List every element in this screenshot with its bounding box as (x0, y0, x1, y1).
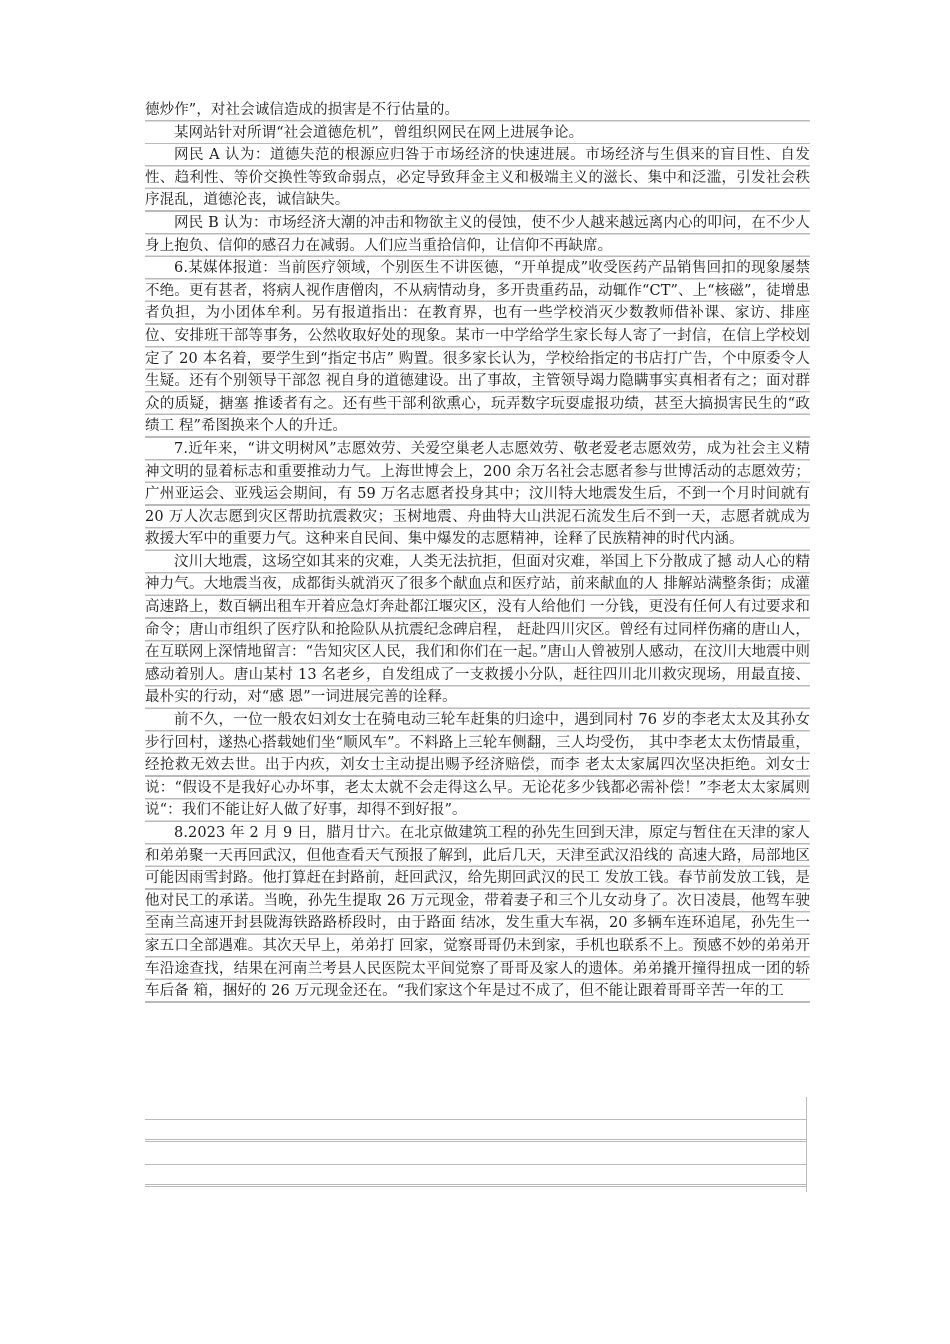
paragraph-6: 7.近年来，“讲文明树风”志愿效劳、关爱空巢老人志愿效劳、敬老爱老志愿效劳，成为社会主义精神文明的显着标志和重要推动力气。上海世博会上，200 余万名社会志愿者参与世博活动的志愿效劳；广州亚运会、亚残运会期间，有 59 万名志愿者投身其中；汶川特大地震发生后，不到一个月时间就有 20 万人次志愿到灾区帮助抗震救灾；玉树地震、舟曲特大山洪泥石流发生后不到一天，志愿者就成为救援大军中的重要力气。这种来自民间、集中爆发的志愿精神，诠释了民族精神的时代内涵。 (145, 438, 810, 551)
blank-ruled-lines (145, 1097, 807, 1187)
blank-line (145, 1097, 807, 1120)
blank-line (145, 1142, 807, 1165)
paragraph-5: 6.某媒体报道：当前医疗领域，个别医生不讲医德，“开单提成”收受医药产品销售回扣的现象屡禁不绝。更有甚者，将病人视作唐僧肉，不从病情动身，多开贵重药品，动辄作“CT”、上“核磁”，徒增患者负担，为小团体牟利。另有报道指出：在教育界，也有一些学校消灭少数教师借补课、家访、排座位、安排班干部等事务，公然收取好处的现象。某市一中学给学生家长每人寄了一封信，在信上学校划定了 20 本名着，要学生到“指定书店” 购置。很多家长认为，学校给指定的书店打广告，个中原委令人生疑。还有个别领导干部忽 视自身的道德建设。出了事故，主管领导竭力隐瞒事实真相者有之；面对群众的质疑，搪塞 推诿者有之。还有些干部利欲熏心，玩弄数字玩耍虚报功绩，甚至大搞损害民生的“政绩工 程”希图换来个人的升迁。 (145, 257, 810, 438)
paragraph-4: 网民 B 认为：市场经济大潮的冲击和物欲主义的侵蚀，使不少人越来越远离内心的叩问，在不少人身上抱负、信仰的感召力在减弱。人们应当重拾信仰，让信仰不再缺席。 (145, 212, 810, 257)
right-margin-rule (806, 1097, 807, 1192)
document-body (145, 99, 810, 1003)
paragraph-1: 德炒作”，对社会诚信造成的损害是不行估量的。 (145, 99, 810, 122)
paragraph-7: 汶川大地震，这场空如其来的灾难，人类无法抗拒，但面对灾难，举国上下分散成了撼 动人心的精神力气。大地震当夜，成都街头就消灭了很多个献血点和医疗站，前来献血的人 排解站满整条街；成灌高速路上，数百辆出租车开着应急灯奔赴都江堰灾区，没有人给他们 一分钱，更没有任何人有过要求和命令；唐山市组织了医疗队和抢险队从抗震纪念碑启程， 赶赴四川灾区。曾经有过同样伤痛的唐山人，在互联网上深情地留言：“告知灾区人民，我们和你们在一起。”唐山人曾被别人感动，在汶川大地震中则感动着别人。唐山某村 13 名老乡，自发组成了一支救援小分队，赶往四川北川救灾现场，用最直接、最朴实的行动，对“感 恩”一词进展完善的诠释。 (145, 551, 810, 709)
paragraph-8: 前不久，一位一般农妇刘女士在骑电动三轮车赶集的归途中，遇到同村 76 岁的李老太太及其孙女步行回村，遂热心搭载她们坐“顺风车”。不料路上三轮车侧翻，三人均受伤， 其中李老太太伤情最重，经抢救无效去世。出于内疚，刘女士主动提出赐予经济赔偿，而李 老太太家属四次坚决拒绝。刘女士说：“假设不是我好心办坏事，老太太就不会走得这么早。无论花多少钱都必需补偿！”李老太太家属则说“：我们不能让好人做了好事，却得不到好报”。 (145, 709, 810, 822)
blank-line (145, 1165, 807, 1188)
paragraph-3: 网民 A 认为：道德失范的根源应归咎于市场经济的快速进展。市场经济与生俱来的盲目性、自发性、趋利性、等价交换性等致命弱点，必定导致拜金主义和极端主义的滋长、集中和泛滥，引发社会秩序混乱，道德沦丧，诚信缺失。 (145, 144, 810, 212)
blank-line (145, 1120, 807, 1143)
paragraph-9: 8.2023 年 2 月 9 日，腊月廿六。在北京做建筑工程的孙先生回到天津，原定与暂住在天津的家人和弟弟聚一天再回武汉，但他查看天气预报了解到，此后几天，天津至武汉沿线的 高速大路，局部地区可能因雨雪封路。他打算赶在封路前，赶回武汉，给先期回武汉的民工 发放工钱。春节前发放工钱，是他对民工的承诺。当晚，孙先生提取 26 万元现金，带着妻子和三个儿女动身了。次日凌晨，他驾车驶至南兰高速开封县陇海铁路路桥段时，由于路面 结冰，发生重大车祸，20 多辆车连环追尾，孙先生一家五口全部遇难。其次天早上，弟弟打 回家，觉察哥哥仍未到家，手机也联系不上。预感不妙的弟弟开车沿途查找，结果在河南兰考县人民医院太平间觉察了哥哥及家人的遗体。弟弟撬开撞得扭成一团的轿车后备 箱，捆好的 26 万元现金还在。“我们家这个年是过不成了，但不能让跟着哥哥辛苦一年的工 (145, 822, 810, 1003)
paragraph-2: 某网站针对所谓“社会道德危机”，曾组织网民在网上进展争论。 (145, 122, 810, 145)
